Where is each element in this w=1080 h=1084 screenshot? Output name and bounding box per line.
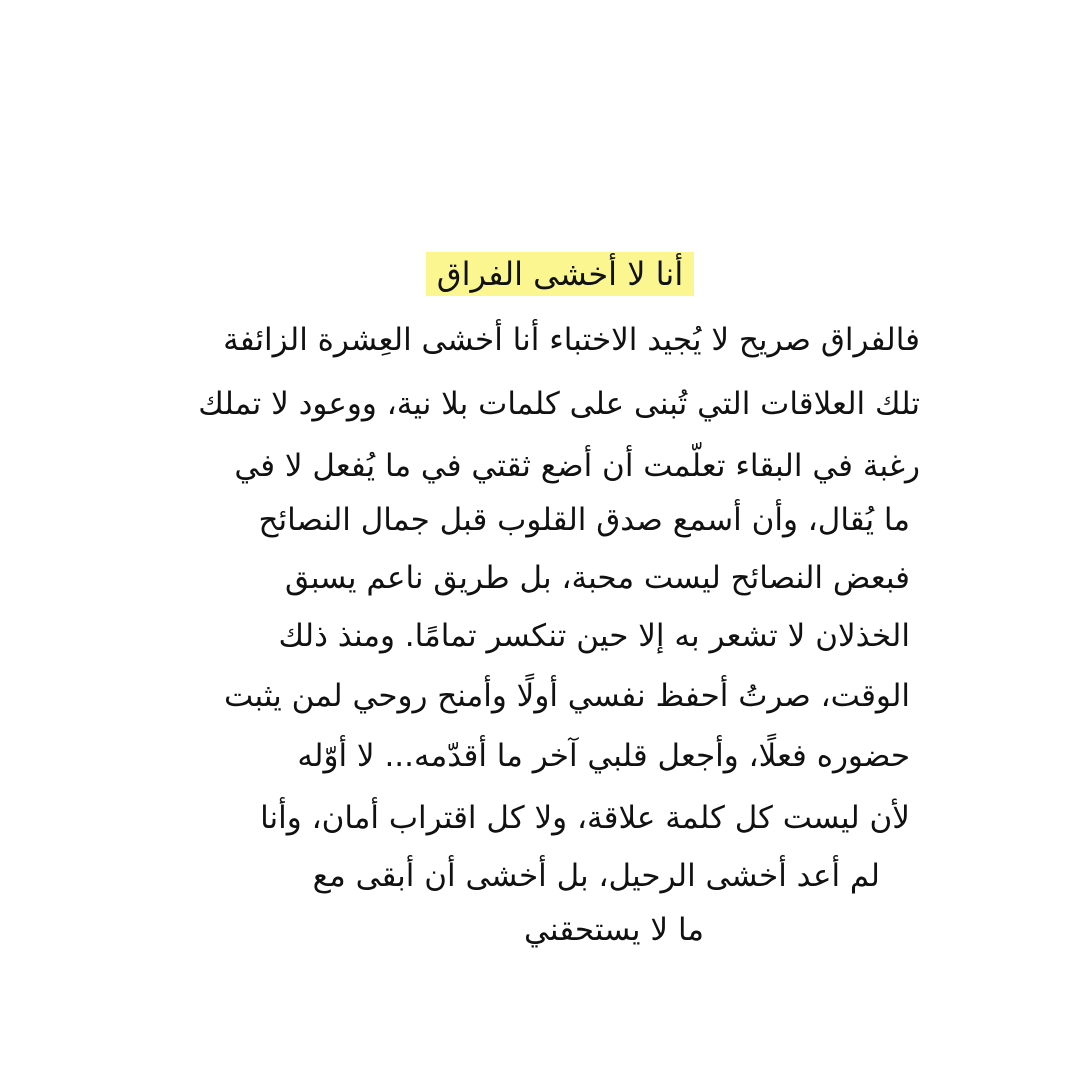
body-line-3: رغبة في البقاء تعلّمت أن أضع ثقتي في ما يُفعل لا في (234, 448, 920, 484)
body-line-1: فالفراق صريح لا يُجيد الاختباء أنا أخشى العِشرة الزائفة (223, 322, 920, 358)
page-title: أنا لا أخشى الفراق (426, 252, 694, 296)
body-line-7: الوقت، صرتُ أحفظ نفسي أولًا وأمنح روحي لمن يثبت (224, 678, 910, 714)
body-line-5: فبعض النصائح ليست محبة، بل طريق ناعم يسبق (284, 560, 910, 596)
body-line-6: الخذلان لا تشعر به إلا حين تنكسر تمامًا. ومنذ ذلك (278, 618, 910, 654)
body-line-11: ما لا يستحقني (524, 912, 704, 948)
body-line-2: تلك العلاقات التي تُبنى على كلمات بلا نية، ووعود لا تملك (198, 386, 920, 422)
body-line-8: حضوره فعلًا، وأجعل قلبي آخر ما أقدّمه... لا أوّله (297, 738, 910, 774)
body-line-4: ما يُقال، وأن أسمع صدق القلوب قبل جمال النصائح (258, 502, 910, 538)
body-line-9: لأن ليست كل كلمة علاقة، ولا كل اقتراب أمان، وأنا (260, 800, 910, 836)
body-line-10: لم أعد أخشى الرحيل، بل أخشى أن أبقى مع (312, 858, 880, 894)
